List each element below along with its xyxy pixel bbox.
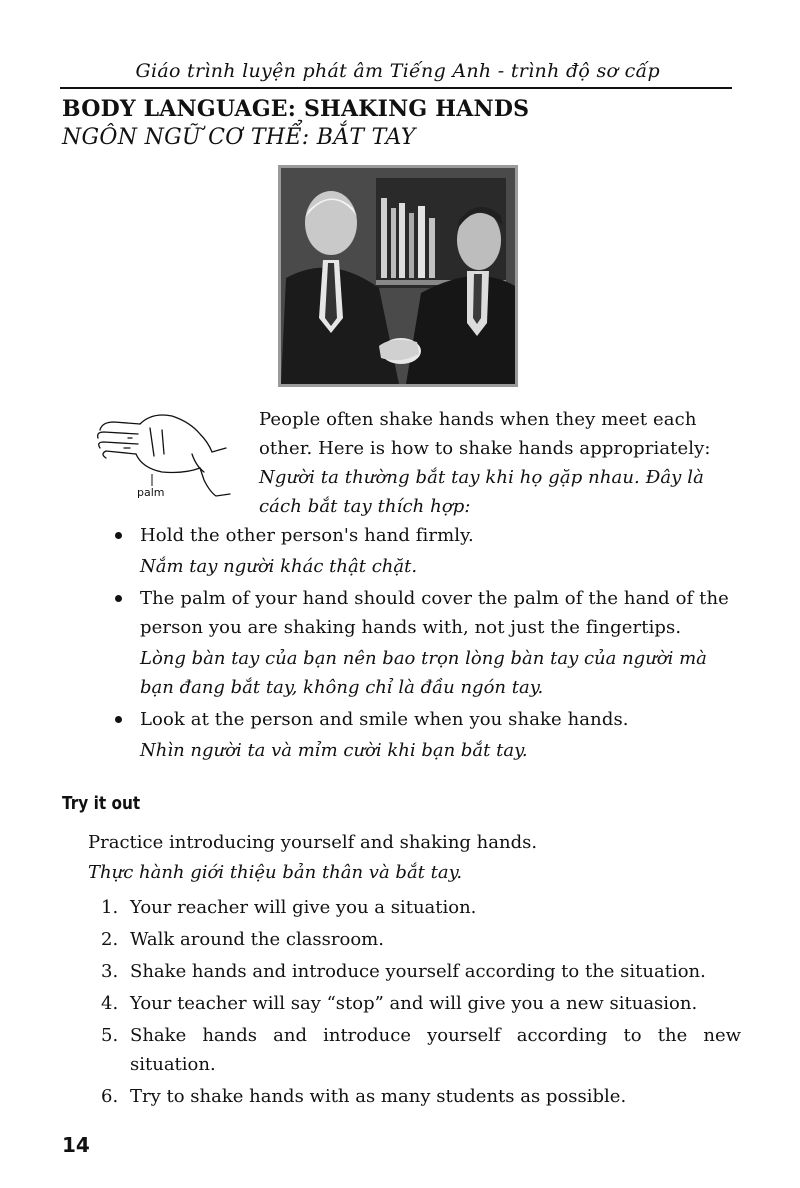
try-it-out-heading: Try it out — [62, 793, 141, 814]
step-number: 2. — [101, 929, 119, 950]
intro-vietnamese: Người ta thường bắt tay khi họ gặp nhau. Đây là cách bắt tay thích hợp: — [259, 467, 704, 517]
step-text: Shake hands and introduce yourself according to the situation. — [130, 961, 706, 982]
section-title: BODY LANGUAGE: SHAKING HANDS — [62, 96, 530, 122]
step-text: Your reacher will give you a situation. — [130, 897, 477, 918]
bullet-dot — [115, 595, 122, 602]
step-item — [101, 1082, 741, 1111]
step-number: 3. — [101, 961, 119, 982]
practice-instruction — [88, 828, 748, 888]
step-item — [101, 957, 741, 986]
step-number: 1. — [101, 897, 119, 918]
section-subtitle: NGÔN NGỮ CƠ THỂ: BẮT TAY — [62, 125, 416, 150]
practice-english: Practice introducing yourself and shaking hands. — [88, 832, 538, 853]
handshake-tips — [112, 521, 742, 768]
tip-english: The palm of your hand should cover the palm of the hand of the person you are shaking hands with, not just the fingertips. — [140, 588, 729, 638]
header-rule — [60, 87, 732, 89]
tip-vietnamese: Nhìn người ta và mỉm cười khi bạn bắt tay. — [140, 740, 528, 761]
step-item — [101, 989, 741, 1018]
page-number: 14 — [62, 1133, 90, 1157]
tip-vietnamese: Lòng bàn tay của bạn nên bao trọn lòng bàn tay của người mà bạn đang bắt tay, không chỉ là đầu ngón tay. — [140, 648, 707, 698]
step-item — [101, 925, 741, 954]
step-item — [101, 893, 741, 922]
handshake-photo-drawing — [281, 168, 515, 384]
tip-item — [112, 584, 742, 702]
tip-english: Hold the other person's hand firmly. — [140, 525, 474, 546]
step-number: 5. — [101, 1025, 119, 1046]
step-item — [101, 1021, 741, 1079]
step-text: Your teacher will say “stop” and will give you a new situasion. — [130, 993, 698, 1014]
step-text: Walk around the classroom. — [130, 929, 384, 950]
bullet-dot — [115, 716, 122, 723]
running-header: Giáo trình luyện phát âm Tiếng Anh - trình độ sơ cấp — [135, 60, 660, 82]
tip-vietnamese: Nắm tay người khác thật chặt. — [140, 556, 418, 577]
step-text: Shake hands and introduce yourself according to the new situation. — [130, 1025, 741, 1075]
intro-paragraph — [259, 405, 739, 521]
step-text: Try to shake hands with as many students as possible. — [130, 1086, 627, 1107]
tip-item — [112, 705, 742, 765]
intro-english: People often shake hands when they meet each other. Here is how to shake hands appropriately: — [259, 409, 711, 459]
bullet-dot — [115, 532, 122, 539]
handshake-photo — [278, 165, 518, 387]
practice-vietnamese: Thực hành giới thiệu bản thân và bắt tay. — [88, 862, 463, 883]
step-number: 4. — [101, 993, 119, 1014]
tip-item — [112, 521, 742, 581]
step-number: 6. — [101, 1086, 119, 1107]
palm-label: palm — [137, 486, 165, 499]
practice-steps — [101, 893, 741, 1114]
tip-english: Look at the person and smile when you shake hands. — [140, 709, 629, 730]
